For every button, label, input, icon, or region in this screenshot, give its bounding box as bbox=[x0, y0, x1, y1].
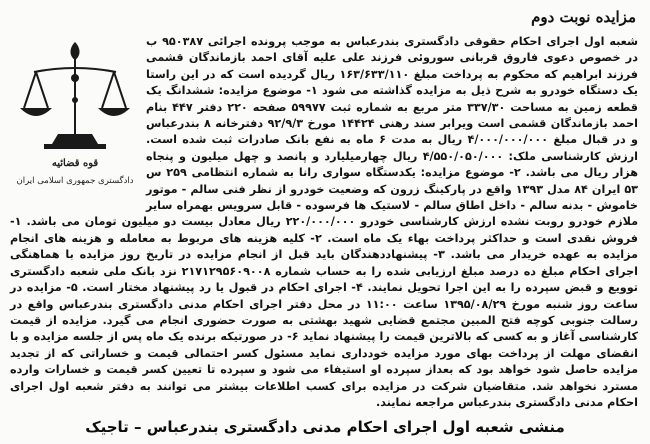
emblem-caption-judiciary: قوه قضائیه bbox=[51, 158, 99, 169]
emblem-caption-court: دادگستری جمهوری اسلامی ایران bbox=[16, 176, 134, 186]
notice-heading: مزایده نوبت دوم bbox=[531, 8, 636, 26]
notice-body: شعبه اول اجرای احکام حقوقی دادگستری بندرعباس به موجب پرونده اجرائی ۹۵۰۳۸۷ ب در خصوص دعوی فاروق قربانی سوروئی فرزند علی علیه آقای احمد بازماندگان قشمی فرزند ابراهیم که محکوم به پرداخت مبلغ ۱۶۳/۶۳۳/۱۱۰ ریال گردیده است که در این راستا یک دستگاه خودرو به شرح ذیل به مزایده گذاشته می شود ۱- موضوع مزایده: ششدانگ یک قطعه زمین به مساحت ۳۳۷/۳۰ متر مربع به شماره ثبت ۵۹۹۷۷ صفحه ۲۲۰ دفتر ۴۴۷ بنام احمد بازماندگان قشمی است ویرابر سند رهنی ۱۴۴۲۴ مورخ ۹۲/۹/۳ دفترخانه ۸ بندرعباس و در قبال مبلغ ۴/۰۰۰/۰۰۰/۰۰۰ ریال به مدت ۶ ماه به نفع بانک صادرات ثبت شده است. ارزش کارشناسی ملک: ۴/۵۵۰/۰۵۰/۰۰۰ ریال چهارمیلیارد و پانصد و چهل میلیون و پنجاه هزار ریال می باشد. ۲- موضوع مزایده: یکدستگاه سواری رانا به شماره انتظامی ۲۵۹ س ۵۳ ایران ۸۴ مدل ۱۳۹۳ واقع در پارکینگ زرون که وضعیت خودرو از نظر فنی سالم - موتور خاموش - بدنه سالم - داخل اطاق سالم - لاستیک ها فرسوده - قابل سرویس بهمراه سایر ملازم خودرو روبت نشده ارزش کارشناسی خودرو ۲۲۰/۰۰۰/۰۰۰ ریال معادل بیست دو میلیون تومان می باشد. ۱- فروش نقدی است و حداکثر پرداخت بهاء یک ماه است. ۲- کلیه هزینه های مربوط به معامله و هزینه های انجام مزایده به عهده خریدار می باشد. ۳- پیشنهاددهندگان باید قبل از انجام مزایده در تاریخ روز مزایده با هماهنگی اجرای احکام مبلغ ده درصد مبلغ ارزیابی شده را به حساب شماره ۲۱۷۱۲۹۵۶۰۹۰۰۸ نزد بانک ملی شعبه دادگستری توویع و قبض سپرده را به این اجرا تحویل نمایند. ۴- اجرای احکام در قبول یا رد پیشنهاد مختار است. ۵- مزایده در ساعت روز شنبه مورخ ۱۳۹۵/۰۸/۲۹ ساعت ۱۱:۰۰ در محل دفتر اجرای احکام مدنی دادگستری بندرعباس واقع در رسالت جنوبی کوچه فتح المبین مجتمع قضایی شهید بهشتی به صورت حضوری انجام می گیرد. مزایده از قیمت کارشناسی آغاز و به کسی که بالاترین قیمت را پیشنهاد نماید ۶- در صورتیکه برنده یک ماه پس از جلسه مزایده و با انقضای مهلت از پرداخت بهای مورد مزایده خودداری نماید مسئول کسر احتمالی قیمت و خساراتی که از تجدید مزایده حاصل شود خواهد بود که بعداز سپرده او استیفاء می شود و سپرده تا تعیین کسر قیمت و خسارات وارده مسترد نخواهد شد. متقاضیان شرکت در مزایده برای کسب اطلاعات بیشتر می توانند به دفتر شعبه اول اجرای احکام مدنی دادگستری بندرعباس مراجعه نمایند. bbox=[10, 35, 639, 409]
notice-signature: منشی شعبه اول اجرای احکام مدنی دادگستری بندرعباس – تاجیک bbox=[85, 418, 565, 436]
